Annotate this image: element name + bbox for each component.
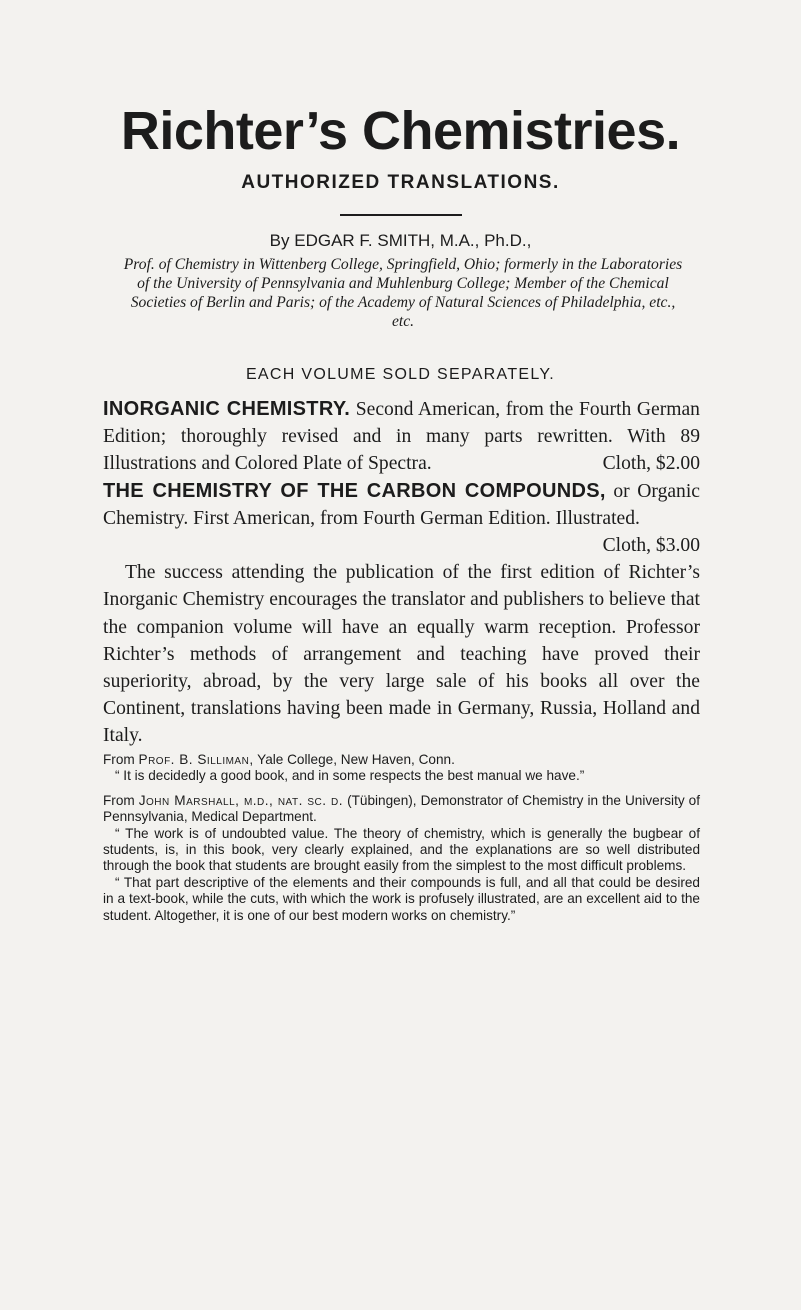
book-listing [103, 396, 700, 750]
book-entry-inorganic [103, 396, 700, 478]
book-entry-organic [103, 478, 700, 532]
page-title: Richter’s Chemistries. [120, 101, 681, 161]
book-price: Cloth, $3.00 [602, 535, 700, 557]
testimonial-author: John Marshall, m.d., nat. sc. d. [138, 792, 344, 808]
divider-rule [340, 214, 462, 216]
testimonial-quote: “ It is decidedly a good book, and in some respects the best manual we have.” [115, 768, 585, 784]
testimonials [103, 752, 700, 924]
intro-paragraph: The success attending the publication of the first edition of Richter’s Inorganic Chemistry encourages the translator and publishers to believe that the companion volume will have an equally warm reception. Professor Richter’s methods of arrangement and teaching have proved their superiority, abroad, by the very large sale of his books all over the Continent, translations having been made in Germany, Russia, Holland and Italy. [103, 562, 700, 747]
book-heading: INORGANIC CHEMISTRY. [103, 398, 351, 420]
author-byline: By EDGAR F. SMITH, M.A., Ph.D., [269, 231, 532, 250]
testimonial-source: From Prof. B. Silliman, Yale College, New Haven, Conn. [103, 752, 455, 767]
page-subtitle: AUTHORIZED TRANSLATIONS. [241, 172, 560, 193]
each-volume-notice: EACH VOLUME SOLD SEPARATELY. [245, 366, 556, 383]
testimonial-quote: “ That part descriptive of the elements and their compounds is full, and all that could be desired in a text-book, while the cuts, with which the work is profusely illustrated, are an excellent aid to the student. Altogether, it is one of our best modern works on chemistry.” [103, 874, 700, 923]
testimonial-author: Prof. B. Silliman, [138, 752, 254, 767]
testimonial-quote: “ The work is of undoubted value. The theory of chemistry, which is generally the bugbear of students, is, in this book, very clearly explained, and the explanations are so well distributed through the book that students are brought easily from the simplest to the most difficult problems. [103, 825, 700, 874]
author-credentials: Prof. of Chemistry in Wittenberg College, Springfield, Ohio; formerly in the Laboratories of the University of Pennsylvania and Muhlenburg College; Member of the Chemical Societies of Berlin and Paris; of the Academy of Natural Sciences of Philadelphia, etc., etc. [123, 256, 683, 330]
book-heading: THE CHEMISTRY OF THE CARBON COMPOUNDS, [103, 479, 606, 502]
testimonial-source: From John Marshall, m.d., nat. sc. d. (Tübingen), Demonstrator of Chemistry in the University of Pennsylvania, Medical Department. [103, 792, 700, 825]
book-price: Cloth, $2.00 [602, 453, 700, 475]
book-description: Second American, from the Fourth German Edition; thoroughly revised and in many parts rewritten. With 89 Illustrations and Colored Plate of Spectra. [103, 399, 700, 475]
book-description: or Organic Chemistry. First American, from Fourth German Edition. Illustrated. [103, 480, 700, 529]
